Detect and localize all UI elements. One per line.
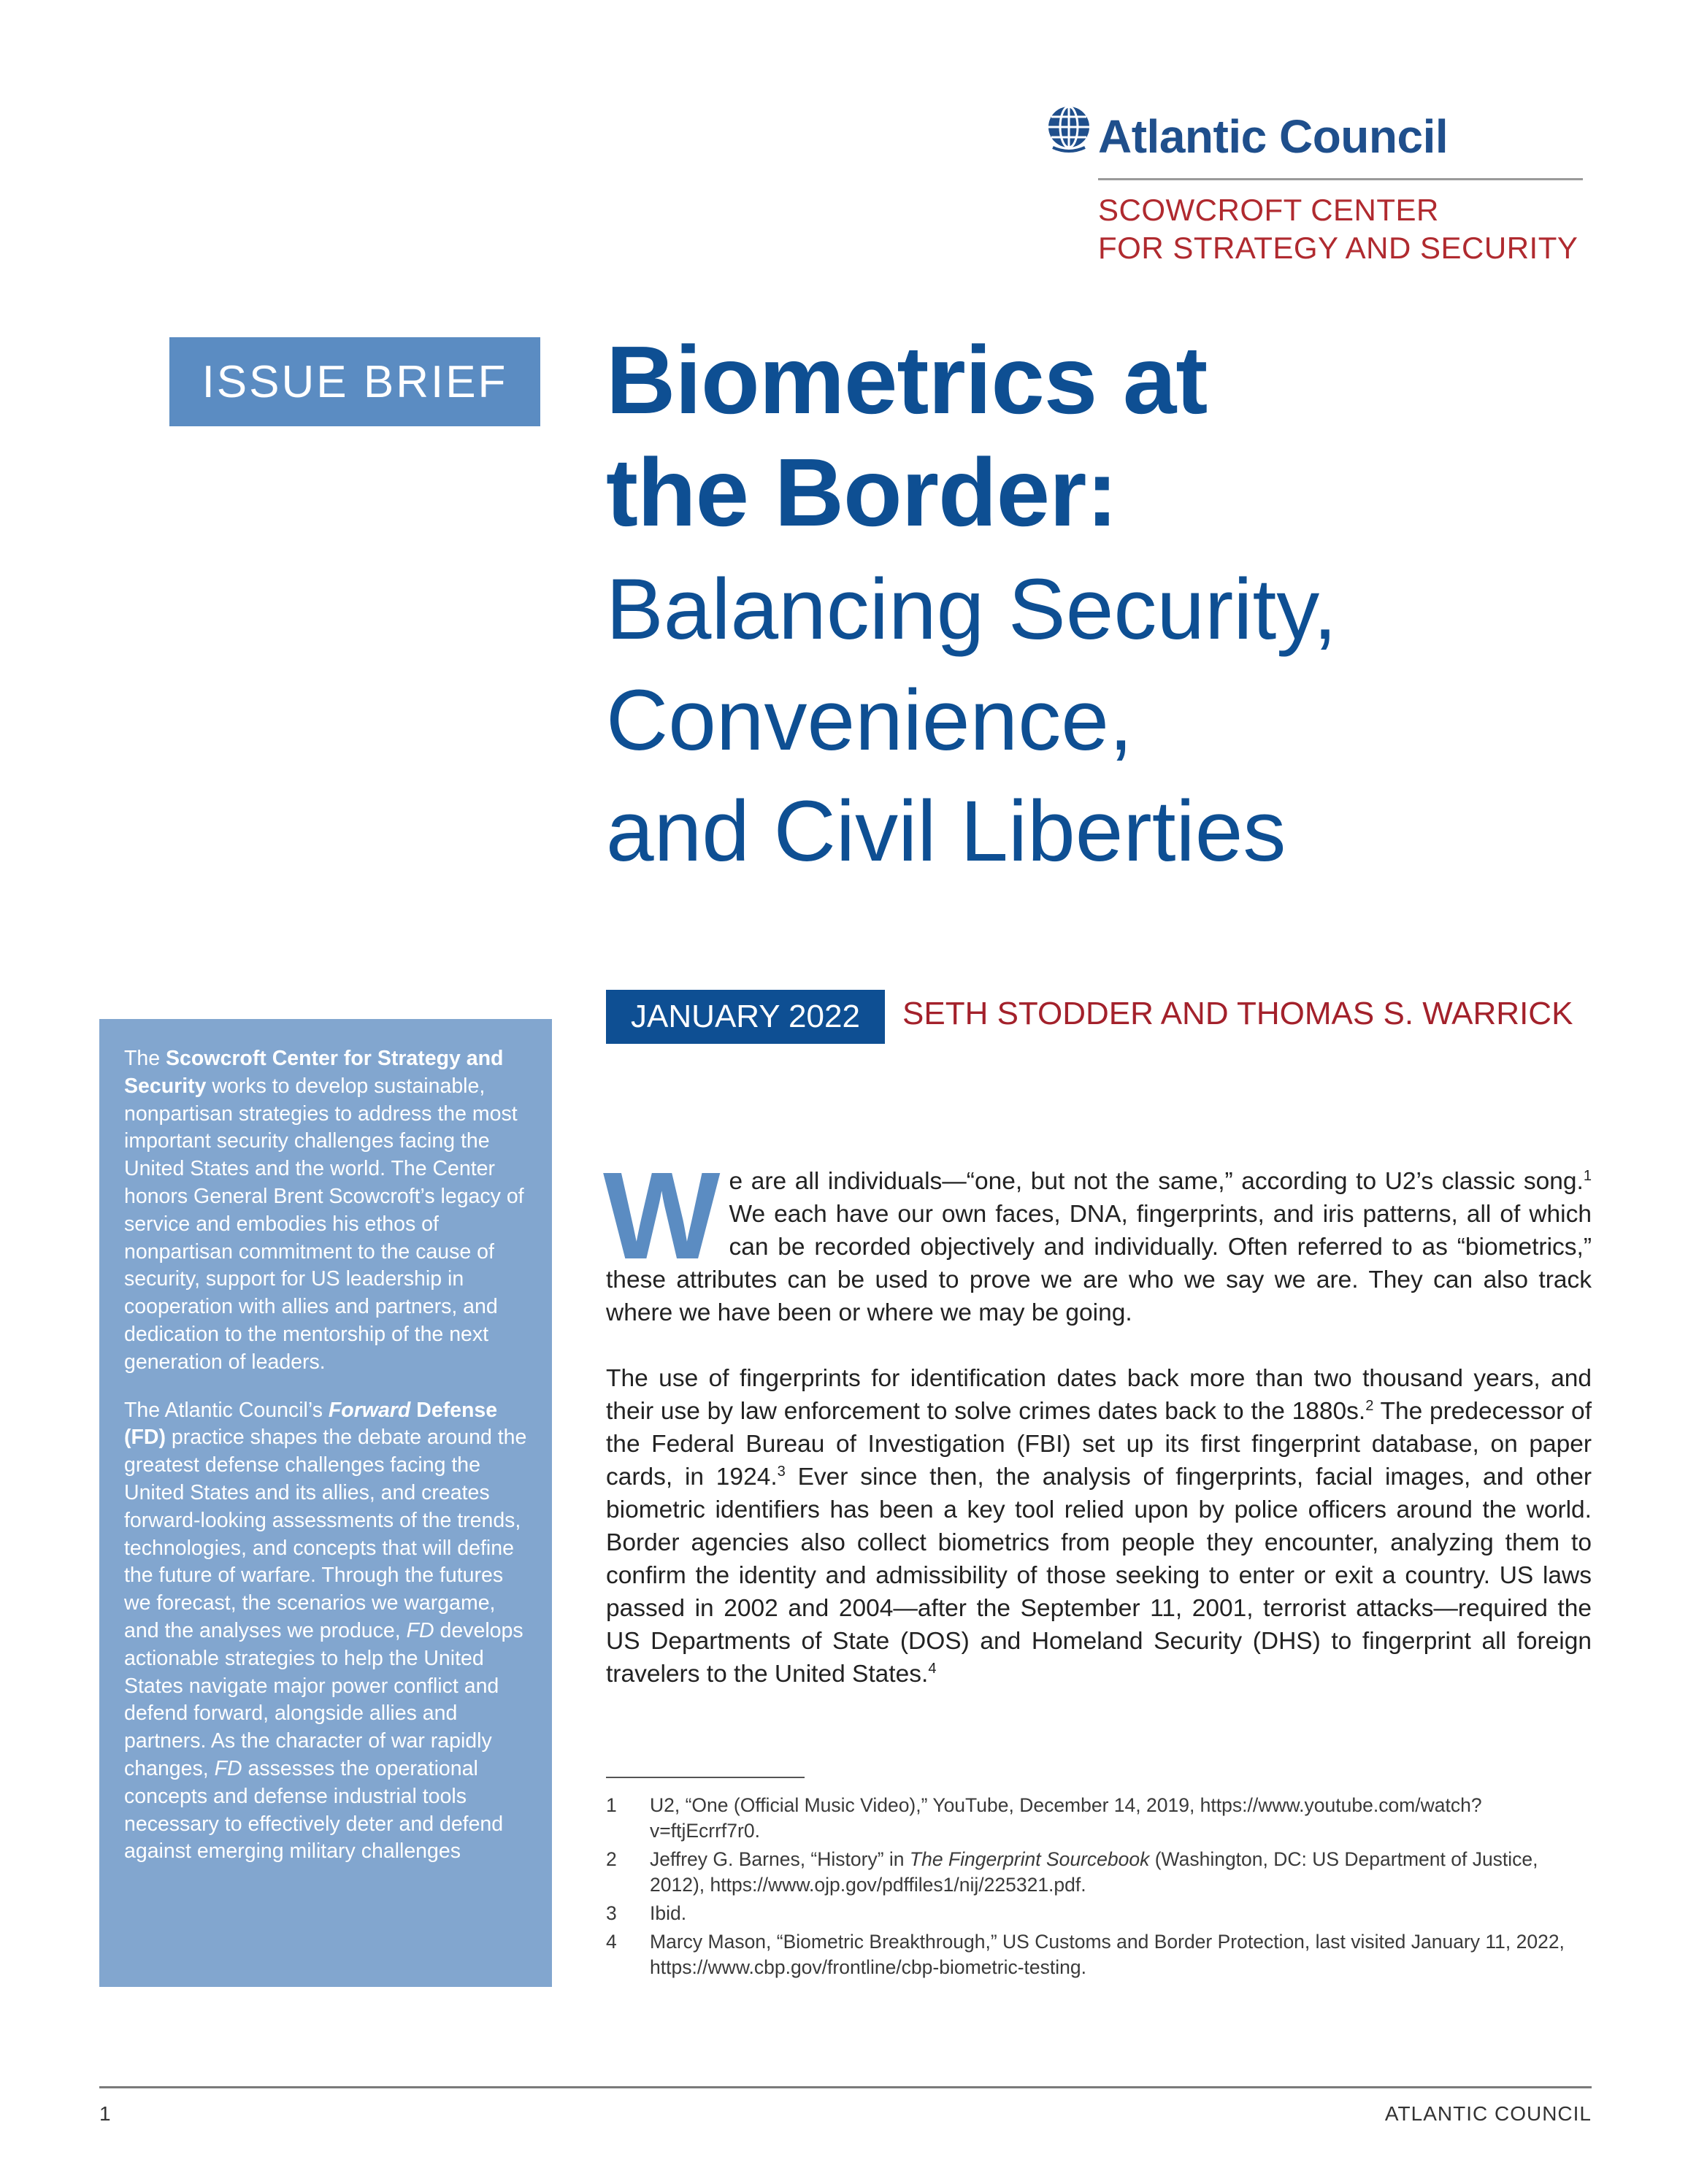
sidebar-paragraph-forward-defense: The Atlantic Council’s Forward Defense (FD) practice shapes the debate around the greatest defense challenges facing the United States and its allies, and creates forward-looking assessments of the trends, technologies, and concepts that will define the future of warfare. Through the futures we forecast, the scenarios we wargame, and the analyses we produce, FD develops actionable strategies to help the United States navigate major power conflict and defend forward, alongside allies and partners. As the character of war rapidly changes, FD assesses the operational concepts and defense industrial tools necessary to effectively deter and defend against emerging military challenges [124,1398,527,1864]
logo-wordmark: Atlantic Council [1098,110,1449,163]
sidebar-paragraph-scowcroft: The Scowcroft Center for Strategy and Security works to develop sustainable, nonpartisan strategies to address the most important security challenges facing the United States and the world. The Center honors General Brent Scowcroft’s legacy of service and embodies his ethos of nonpartisan commitment to the cause of security, support for US leadership in cooperation with allies and partners, and dedication to the mentorship of the next generation of leaders. [124,1047,524,1374]
sidebar-about [99,1019,552,1987]
drop-cap: W [603,1147,721,1285]
footnote-ref-4[interactable]: 4 [928,1660,937,1677]
scowcroft-center-name: Scowcroft Center for Strategy and Security [124,1047,504,1098]
logo-subtitle-line2: FOR STRATEGY AND SECURITY [1098,231,1578,265]
footnote-ref-3[interactable]: 3 [777,1463,786,1480]
issue-brief-badge: ISSUE BRIEF [169,337,540,426]
title-line1: Biometrics at [606,326,1208,434]
footnote: 2 Jeffrey G. Barnes, “History” in The Fingerprint Sourcebook (Washington, DC: US Department of Justice, 2012), https://www.ojp.gov/pdffiles1/nij/225321.pdf. [606,1848,1538,1896]
footnote: 4 Marcy Mason, “Biometric Breakthrough,” US Customs and Border Protection, last visited January 11, 2022, https://www.cbp.gov/frontline/cbp-biometric-testing. [606,1931,1565,1978]
body-paragraph-1: We are all individuals—“one, but not the same,” according to U2’s classic song.$^1$ We each have our own faces, DNA, fingerprints, and iris patterns, all of which can be recorded objectively and individually. Often referred to as “biometrics,” these attributes can be used to prove we are who we say we are. They can also track where we have been or where we may be going. [603,1147,1592,1326]
title-line2: the Border: [606,439,1118,546]
footnote-ref-2[interactable]: 2 [1365,1397,1374,1414]
footnotes [606,1793,1592,1983]
footnote: 1 U2, “One (Official Music Video),” YouTube, December 14, 2019, https://www.youtube.com/watch?v=ftjEcrrf7r0. [606,1794,1482,1842]
subtitle-line3: and Civil Liberties [606,783,1286,880]
body-paragraph-2: The use of fingerprints for identification dates back more than two thousand years, and their use by law enforcement to solve crimes dates back to the 1880s.$^2$ The predecessor of the Federal Bureau of Investigation (FBI) set up its first fingerprint database, on paper cards, in 1924.$^3$ Ever since then, the analysis of fingerprints, facial images, and other biometric identifiers has been a key tool relied upon by police officers around the world. Border agencies also collect biometrics from people they encounter, analyzing them to confirm the identity and admissibility of those seeking to enter or exit a country. US laws passed in 2002 and 2004—after the September 11, 2001, terrorist attacks—required the US Departments of State (DOS) and Homeland Security (DHS) to fingerprint all foreign travelers to the United States.$^4$ [606,1365,1592,1688]
page-number: 1 [99,2102,111,2125]
footnote-ref-1[interactable]: 1 [1583,1167,1592,1184]
globe-icon [1043,102,1095,155]
subtitle-line2: Convenience, [606,672,1133,769]
date-badge: JANUARY 2022 [606,990,885,1044]
footer-divider [99,2086,1592,2088]
body-text [603,1147,1592,1723]
logo-divider [1098,178,1583,180]
logo-subtitle-line1: SCOWCROFT CENTER [1098,193,1439,227]
footer-organization: ATLANTIC COUNCIL [1384,2102,1592,2125]
footnote-divider [606,1777,805,1778]
footnote: 3 Ibid. [606,1902,687,1924]
subtitle-line1: Balancing Security, [606,561,1338,658]
authors: SETH STODDER AND THOMAS S. WARRICK [902,996,1573,1031]
